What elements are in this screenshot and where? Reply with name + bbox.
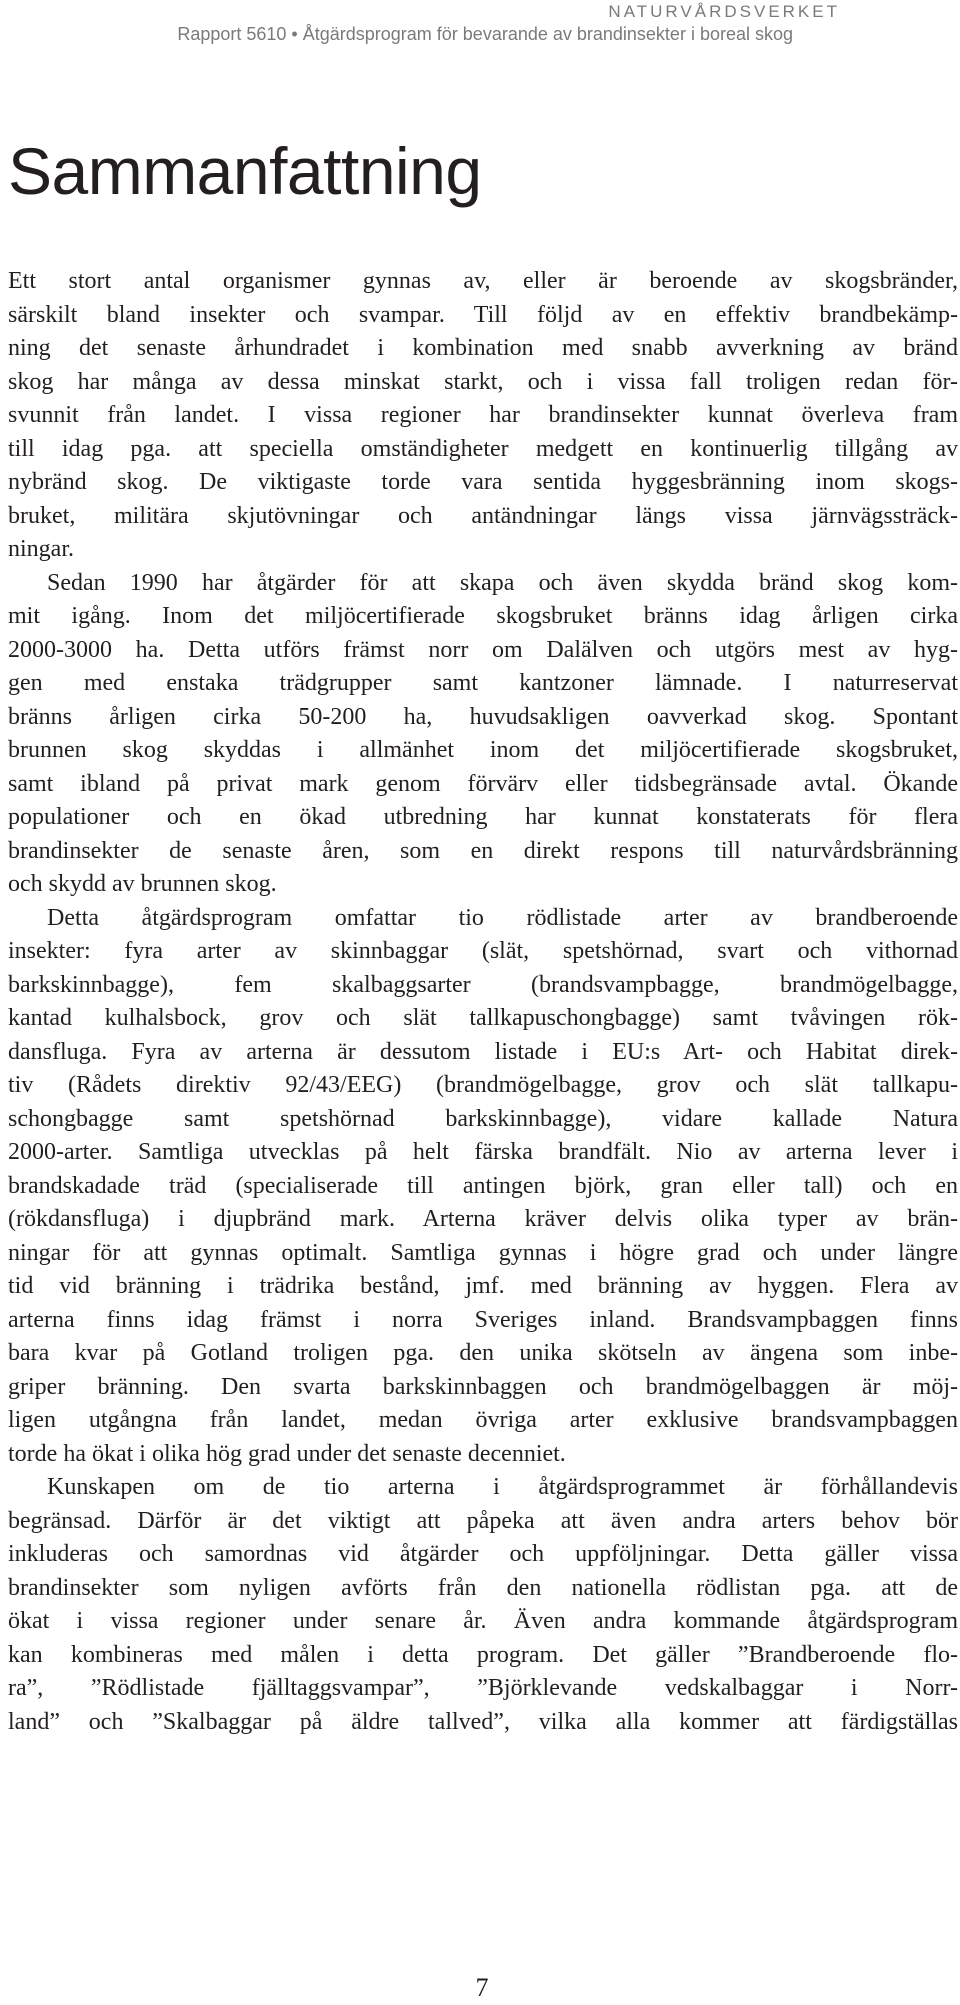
header-organization: NATURVÅRDSVERKET [608,2,840,21]
text-line: land” och ”Skalbaggar på äldre tallved”, vilka alla kommer att färdigställas [8,1708,958,1735]
text-line: till idag pga. att speciella omständigheter medgett en kontinuerlig tillgång av [8,435,958,462]
text-line: tiv (Rådets direktiv 92/43/EEG) (brandmögelbagge, grov och slät tallkapu- [8,1072,958,1098]
page-title: Sammanfattning [8,134,482,208]
text-line: barkskinnbagge), fem skalbaggsarter (brandsvampbagge, brandmögelbagge, [8,971,958,998]
summary-body [8,265,958,1739]
text-line: brunnen skog skyddas i allmänhet inom det miljöcertifierade skogsbruket, [8,737,958,763]
text-line: skog har många av dessa minskat starkt, och i vissa fall troligen redan för- [8,368,958,395]
text-line: bränns årligen cirka 50-200 ha, huvudsakligen oavverkad skog. Spontant [8,703,958,730]
text-line: bara kvar på Gotland troligen pga. den unika skötseln av ängena som inbe- [8,1340,958,1366]
text-line: och skydd av brunnen skog. [8,871,277,897]
text-line: begränsad. Därför är det viktigt att påpeka att även andra arters behov bör [8,1507,958,1534]
text-line: ökat i vissa regioner under senare år. Även andra kommande åtgärdsprogram [8,1608,958,1634]
text-line: (rökdansfluga) i djupbränd mark. Arterna kräver delvis olika typer av brän- [8,1206,958,1232]
text-line: nybränd skog. De viktigaste torde vara sentida hyggesbränning inom skogs- [8,469,958,495]
text-line: gen med enstaka trädgrupper samt kantzoner lämnade. I naturreservat [8,670,958,696]
page-number-text: 7 [475,1973,489,2002]
text-line: inkluderas och samordnas vid åtgärder och uppföljningar. Detta gäller vissa [8,1541,958,1567]
text-line: brandskadade träd (specialiserade till antingen björk, gran eller tall) och en [8,1172,958,1199]
text-line: arterna finns idag främst i norra Sveriges inland. Brandsvampbaggen finns [8,1306,958,1333]
text-line: brandinsekter de senaste åren, som en direkt respons till naturvårdsbränning [8,837,958,864]
text-line: ra”, ”Rödlistade fjälltaggsvampar”, ”Björklevande vedskalbaggar i Norr- [8,1675,958,1701]
text-line: ligen utgångna från landet, medan övriga arter exklusive brandsvampbaggen [8,1407,958,1433]
text-line: Sedan 1990 har åtgärder för att skapa och även skydda bränd skog kom- [47,569,958,596]
text-line: torde ha ökat i olika hög grad under det senaste decenniet. [8,1440,566,1467]
text-line: bruket, militära skjutövningar och antändningar längs vissa järnvägssträck- [8,502,958,529]
text-line: kan kombineras med målen i detta program. Det gäller ”Brandberoende flo- [8,1641,958,1668]
text-line: ningar. [8,536,74,562]
text-line: svunnit från landet. I vissa regioner har brandinsekter kunnat överleva fram [8,402,958,428]
text-line: ning det senaste århundradet i kombination med snabb avverkning av bränd [8,335,958,361]
page-number [0,1973,960,2003]
text-line: Kunskapen om de tio arterna i åtgärdsprogrammet är förhållandevis [47,1474,958,1500]
text-line: insekter: fyra arter av skinnbaggar (slät, spetshörnad, svart och vithornad [8,938,958,964]
text-line: ningar för att gynnas optimalt. Samtliga gynnas i högre grad och under längre [8,1239,958,1266]
text-line: tid vid bränning i trädrika bestånd, jmf. med bränning av hyggen. Flera av [8,1273,958,1299]
text-line: dansfluga. Fyra av arterna är dessutom listade i EU:s Art- och Habitat direk- [8,1038,958,1065]
text-line: samt ibland på privat mark genom förvärv eller tidsbegränsade avtal. Ökande [8,770,958,797]
text-line: särskilt bland insekter och svampar. Till följd av en effektiv brandbekämp- [8,301,958,328]
text-line: brandinsekter som nyligen avförts från den nationella rödlistan pga. att de [8,1574,958,1601]
text-line: Detta åtgärdsprogram omfattar tio rödlistade arter av brandberoende [47,904,958,931]
text-line: 2000-3000 ha. Detta utförs främst norr om Dalälven och utgörs mest av hyg- [8,636,958,663]
text-line: kantad kulhalsbock, grov och slät tallkapuschongbagge) samt tvåvingen rök- [8,1005,958,1031]
text-line: schongbagge samt spetshörnad barkskinnbagge), vidare kallade Natura [8,1105,958,1132]
text-line: Ett stort antal organismer gynnas av, eller är beroende av skogsbränder, [8,268,958,294]
header-report-title: Rapport 5610 • Åtgärdsprogram för bevarande av brandinsekter i boreal skog [177,24,793,44]
text-line: populationer och en ökad utbredning har kunnat konstaterats för flera [8,804,958,830]
text-line: griper bränning. Den svarta barkskinnbaggen och brandmögelbaggen är möj- [8,1373,958,1400]
text-line: 2000-arter. Samtliga utvecklas på helt färska brandfält. Nio av arterna lever i [8,1139,958,1165]
text-line: mit igång. Inom det miljöcertifierade skogsbruket bränns idag årligen cirka [8,603,958,629]
